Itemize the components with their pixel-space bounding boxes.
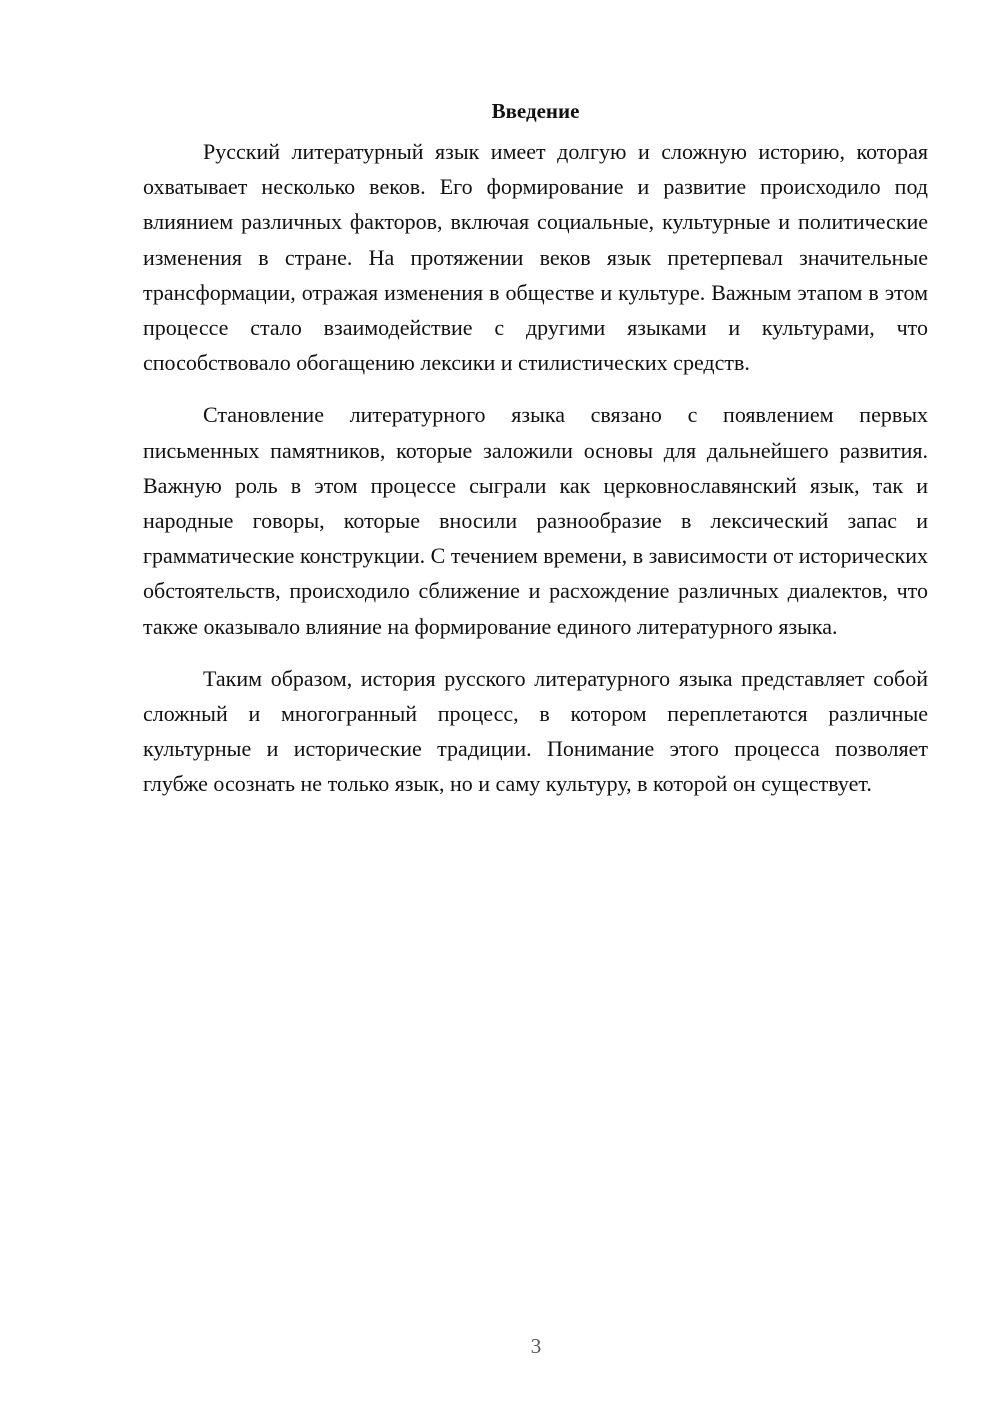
paragraph-1: Русский литературный язык имеет долгую и сложную историю, которая охватывает несколько веков. Его формирование и развитие происходило под влиянием различных факторов, включая социальные, культурные и политические изменения в стране. На протяжении веков язык претерпевал значительные трансформации, отражая изменения в обществе и культуре. Важным этапом в этом процессе стало взаимодействие с другими языками и культурами, что способствовало обогащению лексики и стилистических средств. bbox=[143, 139, 928, 376]
page-content bbox=[143, 96, 928, 819]
paragraph-3: Таким образом, история русского литературного языка представляет собой сложный и многогранный процесс, в котором переплетаются различные культурные и исторические традиции. Понимание этого процесса позволяет глубже осознать не только язык, но и саму культуру, в которой он существует. bbox=[143, 665, 928, 797]
page-number: 3 bbox=[530, 1334, 542, 1358]
paragraph-2: Становление литературного языка связано с появлением первых письменных памятников, которые заложили основы для дальнейшего развития. Важную роль в этом процессе сыграли как церковнославянский язык, так и народные говоры, которые вносили разнообразие в лексический запас и грамматические конструкции. С течением времени, в зависимости от исторических обстоятельств, происходило сближение и расхождение различных диалектов, что также оказывало влияние на формирование единого литературного языка. bbox=[143, 402, 928, 639]
section-heading: Введение bbox=[491, 99, 580, 123]
